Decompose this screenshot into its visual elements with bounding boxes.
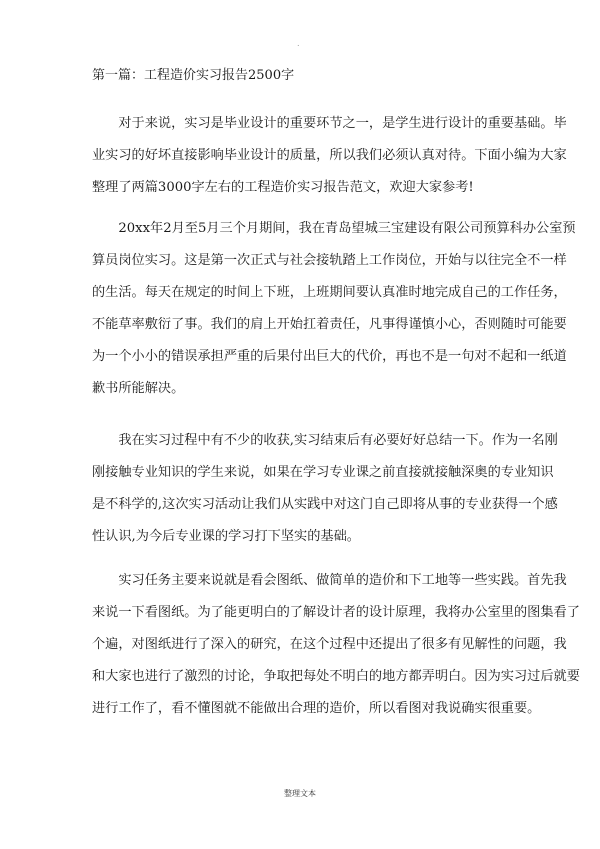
header-mark: . xyxy=(297,39,300,48)
paragraph-internship-period xyxy=(92,213,576,405)
paragraph-intro xyxy=(92,108,567,204)
paragraph-gains xyxy=(92,425,558,553)
paragraph-line: 是不科学的,这次实习活动让我们从实践中对这门自己即将从事的专业获得一个感 xyxy=(92,497,558,512)
paragraph-line: 进行工作了，看不懂图就不能做出合理的造价，所以看图对我说确实很重要。 xyxy=(92,701,541,716)
paragraph-line: 的生活。每天在规定的时间上下班，上班期间要认真准时地完成自己的工作任务， xyxy=(92,285,567,300)
paragraph-line: 算员岗位实习。这是第一次正式与社会接轨踏上工作岗位，开始与以往完全不一样 xyxy=(92,253,567,268)
paragraph-line: 不能草率敷衍了事。我们的肩上开始扛着责任，凡事得谨慎小心，否则随时可能要 xyxy=(92,317,567,332)
paragraph-tasks xyxy=(92,565,580,725)
paragraph-line: 对于来说，实习是毕业设计的重要环节之一，是学生进行设计的重要基础。毕 xyxy=(92,116,567,131)
page-footer: 整理文本 xyxy=(284,789,316,798)
paragraph-line: 刚接触专业知识的学生来说，如果在学习专业课之前直接就接触深奥的专业知识 xyxy=(92,465,554,480)
paragraph-line: 和大家也进行了激烈的讨论，争取把每处不明白的地方都弄明白。因为实习过后就要 xyxy=(92,669,580,684)
paragraph-line: 实习任务主要来说就是看会图纸、做简单的造价和下工地等一些实践。首先我 xyxy=(92,573,567,588)
document-title: 第一篇：工程造价实习报告2500字 xyxy=(92,68,295,83)
paragraph-line: 为一个小小的错误承担严重的后果付出巨大的代价，再也不是一句对不起和一纸道 xyxy=(92,349,567,364)
paragraph-line: 个遍，对图纸进行了深入的研究，在这个过程中还提出了很多有见解性的问题，我 xyxy=(92,637,567,652)
paragraph-line: 业实习的好坏直接影响毕业设计的质量，所以我们必须认真对待。下面小编为大家 xyxy=(92,148,567,163)
paragraph-line: 整理了两篇3000字左右的工程造价实习报告范文，欢迎大家参考! xyxy=(92,180,474,195)
paragraph-line: 我在实习过程中有不少的收获,实习结束后有必要好好总结一下。作为一名刚 xyxy=(92,433,558,448)
paragraph-line: 性认识,为今后专业课的学习打下坚实的基础。 xyxy=(92,529,360,544)
paragraph-line: 20xx年2月至5月三个月期间，我在青岛望城三宝建设有限公司预算科办公室预 xyxy=(92,221,576,236)
paragraph-line: 歉书所能解决。 xyxy=(92,381,185,396)
paragraph-line: 来说一下看图纸。为了能更明白的了解设计者的设计原理，我将办公室里的图集看了 xyxy=(92,605,580,620)
